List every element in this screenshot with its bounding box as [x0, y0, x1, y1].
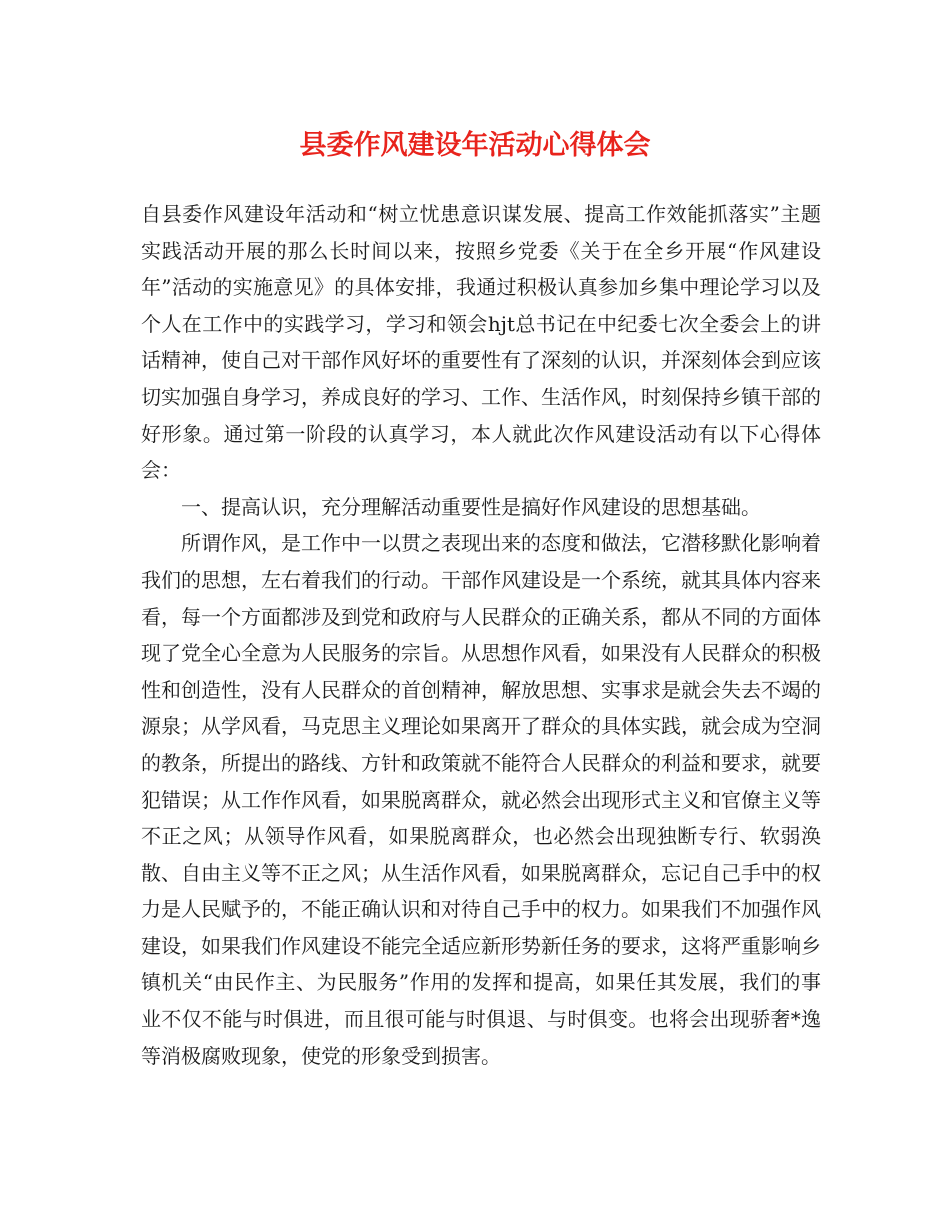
document-body [141, 196, 821, 1074]
paragraph-intro: 自县委作风建设年活动和“树立忧患意识谋发展、提高工作效能抓落实”主题实践活动开展的那么长时间以来，按照乡党委《关于在全乡开展“作风建设年”活动的实施意见》的具体安排，我通过积极认真参加乡集中理论学习以及个人在工作中的实践学习，学习和领会hjt总书记在中纪委七次全委会上的讲话精神，使自己对干部作风好坏的重要性有了深刻的认识，并深刻体会到应该切实加强自身学习，养成良好的学习、工作、生活作风，时刻保持乡镇干部的好形象。通过第一阶段的认真学习，本人就此次作风建设活动有以下心得体会： [141, 202, 821, 483]
paragraph-heading-1: 一、提高认识，充分理解活动重要性是搞好作风建设的思想基础。 [181, 494, 761, 519]
document-title: 县委作风建设年活动心得体会 [299, 130, 651, 161]
paragraph-body-1: 所谓作风，是工作中一以贯之表现出来的态度和做法，它潜移默化影响着我们的思想，左右着我们的行动。干部作风建设是一个系统，就其具体内容来看，每一个方面都涉及到党和政府与人民群众的正确关系，都从不同的方面体现了党全心全意为人民服务的宗旨。从思想作风看，如果没有人民群众的积极性和创造性，没有人民群众的首创精神，解放思想、实事求是就会失去不竭的源泉；从学风看，马克思主义理论如果离开了群众的具体实践，就会成为空洞的教条，所提出的路线、方针和政策就不能符合人民群众的利益和要求，就要犯错误；从工作作风看，如果脱离群众，就必然会出现形式主义和官僚主义等不正之风；从领导作风看，如果脱离群众，也必然会出现独断专行、软弱涣散、自由主义等不正之风；从生活作风看，如果脱离群众，忘记自己手中的权力是人民赋予的，不能正确认识和对待自己手中的权力。如果我们不加强作风建设，如果我们作风建设不能完全适应新形势新任务的要求，这将严重影响乡镇机关“由民作主、为民服务”作用的发挥和提高，如果任其发展，我们的事业不仅不能与时俱进，而且很可能与时俱退、与时俱变。也将会出现骄奢*逸等消极腐败现象，使党的形象受到损害。 [141, 531, 821, 1068]
